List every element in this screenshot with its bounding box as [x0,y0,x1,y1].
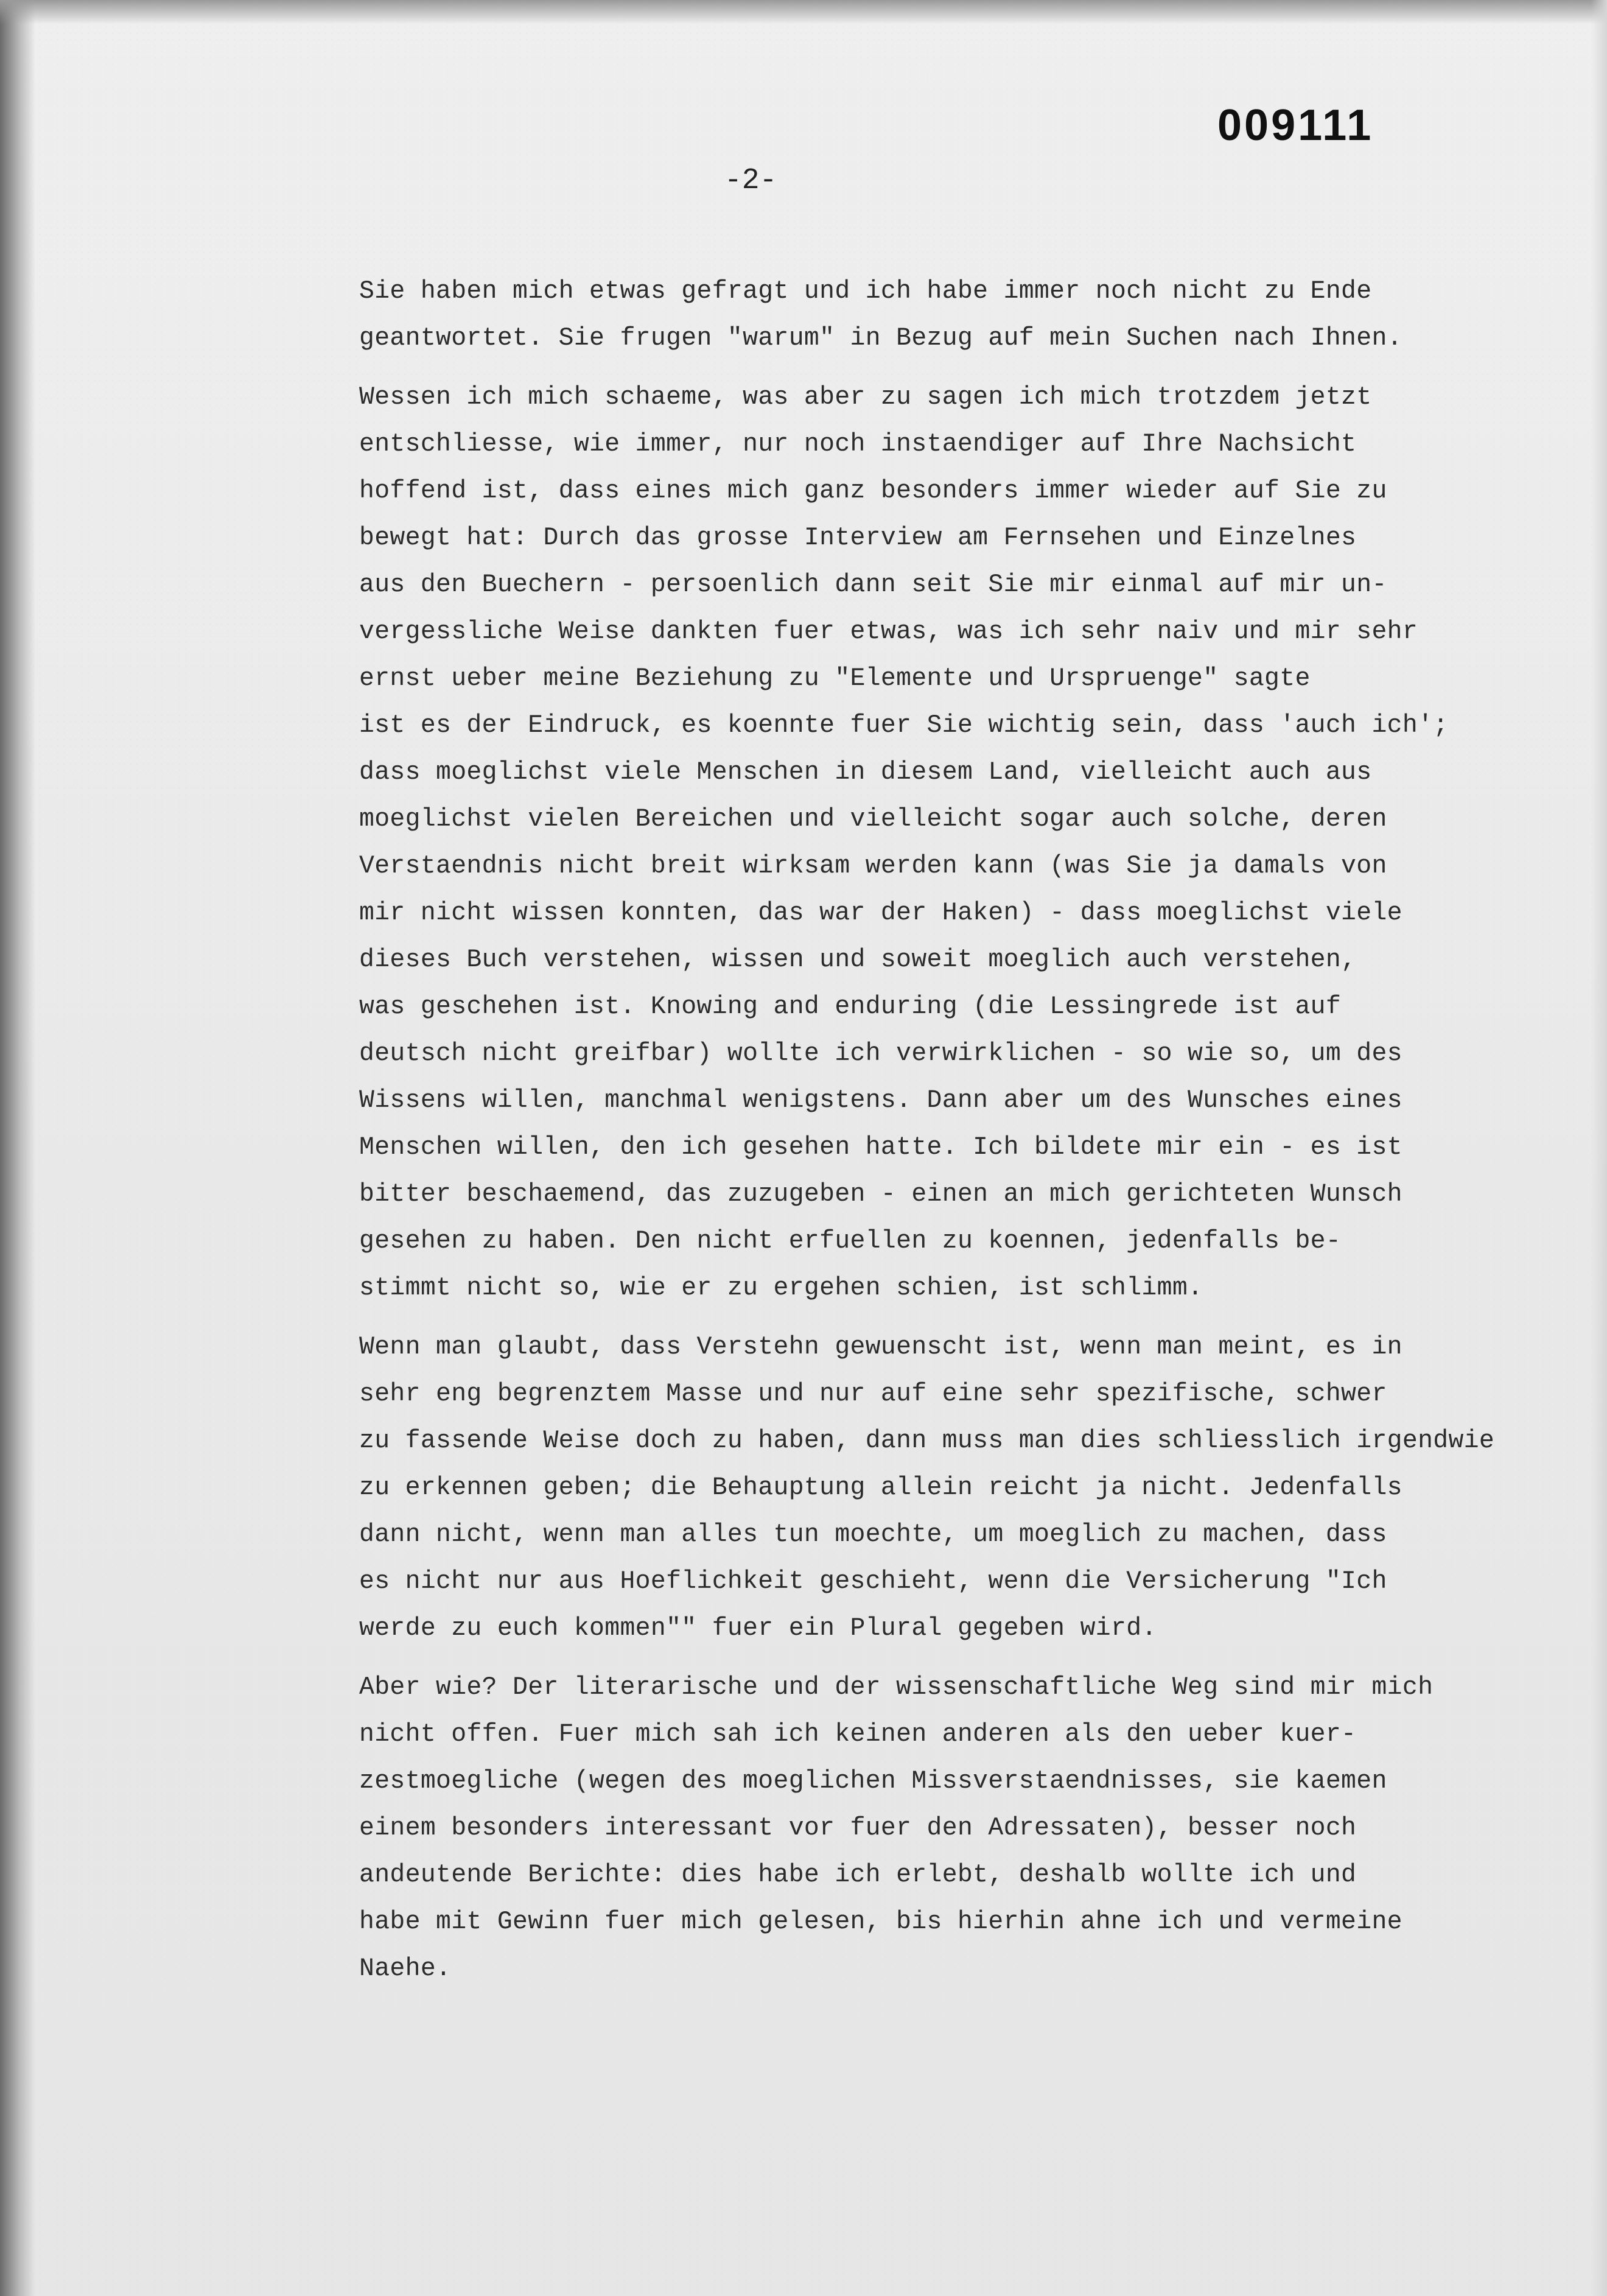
text-line: geantwortet. Sie frugen "warum" in Bezug auf mein Suchen nach Ihnen. [359,324,1402,353]
page-top-shadow [0,0,1607,24]
text-line: ist es der Eindruck, es koennte fuer Sie wichtig sein, dass 'auch ich'; [359,711,1449,740]
text-line: Wissens willen, manchmal wenigstens. Dann aber um des Wunsches eines [359,1086,1402,1115]
text-line: zu fassende Weise doch zu haben, dann muss man dies schliesslich irgendwie [359,1427,1495,1455]
text-line: vergessliche Weise dankten fuer etwas, was ich sehr naiv und mir sehr [359,617,1418,646]
text-line: habe mit Gewinn fuer mich gelesen, bis hierhin ahne ich und vermeine [359,1908,1402,1936]
paragraph [359,1324,1589,1652]
text-line: einem besonders interessant vor fuer den Adressaten), besser noch [359,1814,1357,1842]
text-line: Wenn man glaubt, dass Verstehn gewuenscht ist, wenn man meint, es in [359,1333,1402,1361]
text-line: nicht offen. Fuer mich sah ich keinen anderen als den ueber kuer- [359,1720,1357,1749]
page-right-edge [1591,0,1607,2296]
text-line: es nicht nur aus Hoeflichkeit geschieht, wenn die Versicherung "Ich [359,1567,1387,1596]
text-line: gesehen zu haben. Den nicht erfuellen zu koennen, jedenfalls be- [359,1227,1342,1255]
text-line: aus den Buechern - persoenlich dann seit Sie mir einmal auf mir un- [359,570,1387,599]
document-number: 009111 [1217,101,1374,150]
text-line: was geschehen ist. Knowing and enduring (die Lessingrede ist auf [359,992,1342,1021]
text-line: ernst ueber meine Beziehung zu "Elemente und Urspruenge" sagte [359,664,1311,693]
page-edge-shadow [0,0,35,2296]
text-line: mir nicht wissen konnten, das war der Haken) - dass moeglichst viele [359,899,1402,927]
text-line: andeutende Berichte: dies habe ich erlebt, deshalb wollte ich und [359,1861,1357,1889]
text-line: dass moeglichst viele Menschen in diesem Land, vielleicht auch aus [359,758,1372,787]
text-line: Naehe. [359,1954,452,1983]
page-number: -2- [724,164,777,197]
text-line: Verstaendnis nicht breit wirksam werden kann (was Sie ja damals von [359,852,1387,880]
text-line: Menschen willen, den ich gesehen hatte. Ich bildete mir ein - es ist [359,1133,1402,1162]
text-line: entschliesse, wie immer, nur noch instaendiger auf Ihre Nachsicht [359,430,1357,458]
paragraph [359,374,1589,1311]
text-line: sehr eng begrenztem Masse und nur auf eine sehr spezifische, schwer [359,1380,1387,1408]
text-line: dann nicht, wenn man alles tun moechte, um moeglich zu machen, dass [359,1520,1387,1549]
text-line: moeglichst vielen Bereichen und vielleicht sogar auch solche, deren [359,805,1387,834]
text-line: Wessen ich mich schaeme, was aber zu sagen ich mich trotzdem jetzt [359,383,1372,412]
text-line: Sie haben mich etwas gefragt und ich habe immer noch nicht zu Ende [359,277,1372,306]
text-line: bewegt hat: Durch das grosse Interview am Fernsehen und Einzelnes [359,524,1357,552]
text-line: zestmoegliche (wegen des moeglichen Missverstaendnisses, sie kaemen [359,1767,1387,1796]
paragraph [359,1664,1589,1992]
text-line: dieses Buch verstehen, wissen und soweit moeglich auch verstehen, [359,946,1357,974]
text-line: stimmt nicht so, wie er zu ergehen schien, ist schlimm. [359,1274,1203,1302]
text-line: deutsch nicht greifbar) wollte ich verwirklichen - so wie so, um des [359,1039,1402,1068]
text-line: werde zu euch kommen"" fuer ein Plural gegeben wird. [359,1614,1157,1643]
paragraph [359,268,1589,362]
letter-body [359,268,1589,2094]
text-line: hoffend ist, dass eines mich ganz besonders immer wieder auf Sie zu [359,477,1387,505]
text-line: Aber wie? Der literarische und der wissenschaftliche Weg sind mir mich [359,1673,1434,1702]
text-line: zu erkennen geben; die Behauptung allein reicht ja nicht. Jedenfalls [359,1473,1402,1502]
text-line: bitter beschaemend, das zuzugeben - einen an mich gerichteten Wunsch [359,1180,1402,1209]
